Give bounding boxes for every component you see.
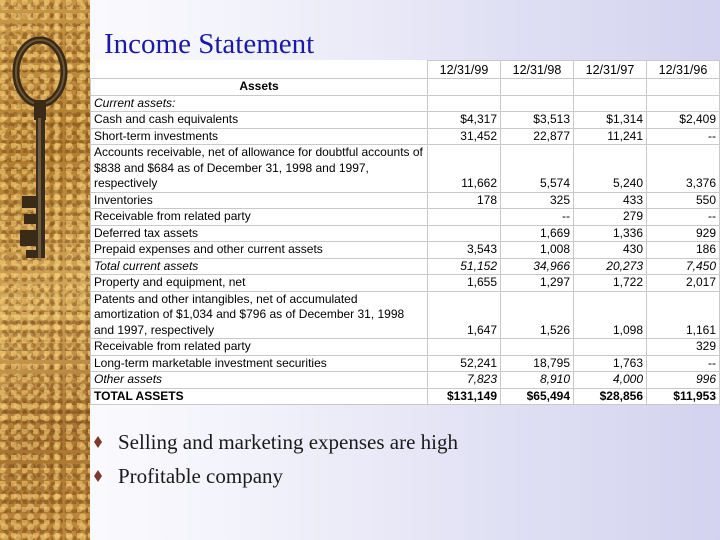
value-cell: 8,910 xyxy=(501,372,574,389)
row-label: Property and equipment, net xyxy=(91,275,428,292)
value-cell xyxy=(647,95,720,112)
value-cell: 3,376 xyxy=(647,145,720,193)
value-cell: -- xyxy=(647,355,720,372)
value-cell: 1,098 xyxy=(574,291,647,339)
row-label: Current assets: xyxy=(91,95,428,112)
value-cell: 11,241 xyxy=(574,128,647,145)
column-header: 12/31/97 xyxy=(574,61,647,79)
value-cell xyxy=(428,339,501,356)
row-label: Receivable from related party xyxy=(91,209,428,226)
column-header: 12/31/98 xyxy=(501,61,574,79)
value-cell: 329 xyxy=(647,339,720,356)
value-cell: 1,161 xyxy=(647,291,720,339)
row-label: Cash and cash equivalents xyxy=(91,112,428,129)
value-cell: 5,240 xyxy=(574,145,647,193)
value-cell xyxy=(428,209,501,226)
bullet-item xyxy=(92,425,458,459)
table-row xyxy=(91,225,720,242)
section-header: Assets xyxy=(91,79,428,96)
value-cell: 550 xyxy=(647,192,720,209)
table-row xyxy=(91,339,720,356)
table-row xyxy=(91,242,720,259)
value-cell: -- xyxy=(647,209,720,226)
value-cell: $28,856 xyxy=(574,388,647,405)
header-blank-cell xyxy=(91,61,428,79)
value-cell: 1,297 xyxy=(501,275,574,292)
table-row xyxy=(91,388,720,405)
value-cell: 1,526 xyxy=(501,291,574,339)
value-cell xyxy=(501,95,574,112)
value-cell: 996 xyxy=(647,372,720,389)
table-row xyxy=(91,112,720,129)
value-cell: $11,953 xyxy=(647,388,720,405)
row-label: Patents and other intangibles, net of accumulated amortization of $1,034 and $796 as of December 31, 1998 and 1997, respectively xyxy=(91,291,428,339)
table-row xyxy=(91,258,720,275)
value-cell: 7,450 xyxy=(647,258,720,275)
value-cell: 52,241 xyxy=(428,355,501,372)
value-cell: 18,795 xyxy=(501,355,574,372)
row-label: Deferred tax assets xyxy=(91,225,428,242)
value-cell: 4,000 xyxy=(574,372,647,389)
value-cell: 178 xyxy=(428,192,501,209)
table-row xyxy=(91,355,720,372)
table-row xyxy=(91,145,720,193)
value-cell xyxy=(428,225,501,242)
value-cell: 430 xyxy=(574,242,647,259)
table-row xyxy=(91,128,720,145)
value-cell: 20,273 xyxy=(574,258,647,275)
table-row xyxy=(91,291,720,339)
value-cell: 11,662 xyxy=(428,145,501,193)
table-header-row xyxy=(91,61,720,79)
value-cell xyxy=(574,95,647,112)
value-cell: 1,008 xyxy=(501,242,574,259)
bullet-text: Selling and marketing expenses are high xyxy=(118,429,458,454)
value-cell: 433 xyxy=(574,192,647,209)
value-cell: $3,513 xyxy=(501,112,574,129)
value-cell: -- xyxy=(647,128,720,145)
value-cell: $131,149 xyxy=(428,388,501,405)
value-cell: 929 xyxy=(647,225,720,242)
row-label: Short-term investments xyxy=(91,128,428,145)
diamond-bullet-icon xyxy=(92,470,104,482)
table-row xyxy=(91,372,720,389)
bullet-text: Profitable company xyxy=(118,463,284,488)
row-label: Long-term marketable investment securities xyxy=(91,355,428,372)
value-cell: 1,763 xyxy=(574,355,647,372)
row-label: Inventories xyxy=(91,192,428,209)
key-photo xyxy=(0,0,90,540)
row-label: Prepaid expenses and other current assets xyxy=(91,242,428,259)
value-cell: 1,336 xyxy=(574,225,647,242)
section-header-row xyxy=(91,79,720,96)
value-cell: 2,017 xyxy=(647,275,720,292)
value-cell: 3,543 xyxy=(428,242,501,259)
bullet-list xyxy=(92,425,458,493)
value-cell: 7,823 xyxy=(428,372,501,389)
row-label: Accounts receivable, net of allowance for doubtful accounts of $838 and $684 as of December 31, 1998 and 1997, respectively xyxy=(91,145,428,193)
table-row xyxy=(91,275,720,292)
value-cell: $4,317 xyxy=(428,112,501,129)
value-cell: $2,409 xyxy=(647,112,720,129)
value-cell xyxy=(501,339,574,356)
row-label: TOTAL ASSETS xyxy=(91,388,428,405)
key-icon xyxy=(0,0,90,280)
row-label: Total current assets xyxy=(91,258,428,275)
value-cell xyxy=(574,339,647,356)
balance-sheet-table xyxy=(90,60,720,405)
table-row xyxy=(91,192,720,209)
row-label: Receivable from related party xyxy=(91,339,428,356)
value-cell: 279 xyxy=(574,209,647,226)
value-cell: 1,669 xyxy=(501,225,574,242)
table-row xyxy=(91,95,720,112)
diamond-bullet-icon xyxy=(92,436,104,448)
value-cell: 1,655 xyxy=(428,275,501,292)
value-cell: 325 xyxy=(501,192,574,209)
value-cell: 51,152 xyxy=(428,258,501,275)
value-cell xyxy=(428,95,501,112)
table-row xyxy=(91,209,720,226)
row-label: Other assets xyxy=(91,372,428,389)
value-cell: $65,494 xyxy=(501,388,574,405)
value-cell: 5,574 xyxy=(501,145,574,193)
column-header: 12/31/96 xyxy=(647,61,720,79)
value-cell: -- xyxy=(501,209,574,226)
column-header: 12/31/99 xyxy=(428,61,501,79)
value-cell: 34,966 xyxy=(501,258,574,275)
value-cell: $1,314 xyxy=(574,112,647,129)
value-cell: 31,452 xyxy=(428,128,501,145)
bullet-item xyxy=(92,459,458,493)
value-cell: 1,722 xyxy=(574,275,647,292)
value-cell: 1,647 xyxy=(428,291,501,339)
value-cell: 186 xyxy=(647,242,720,259)
slide-title: Income Statement xyxy=(104,28,315,60)
value-cell: 22,877 xyxy=(501,128,574,145)
